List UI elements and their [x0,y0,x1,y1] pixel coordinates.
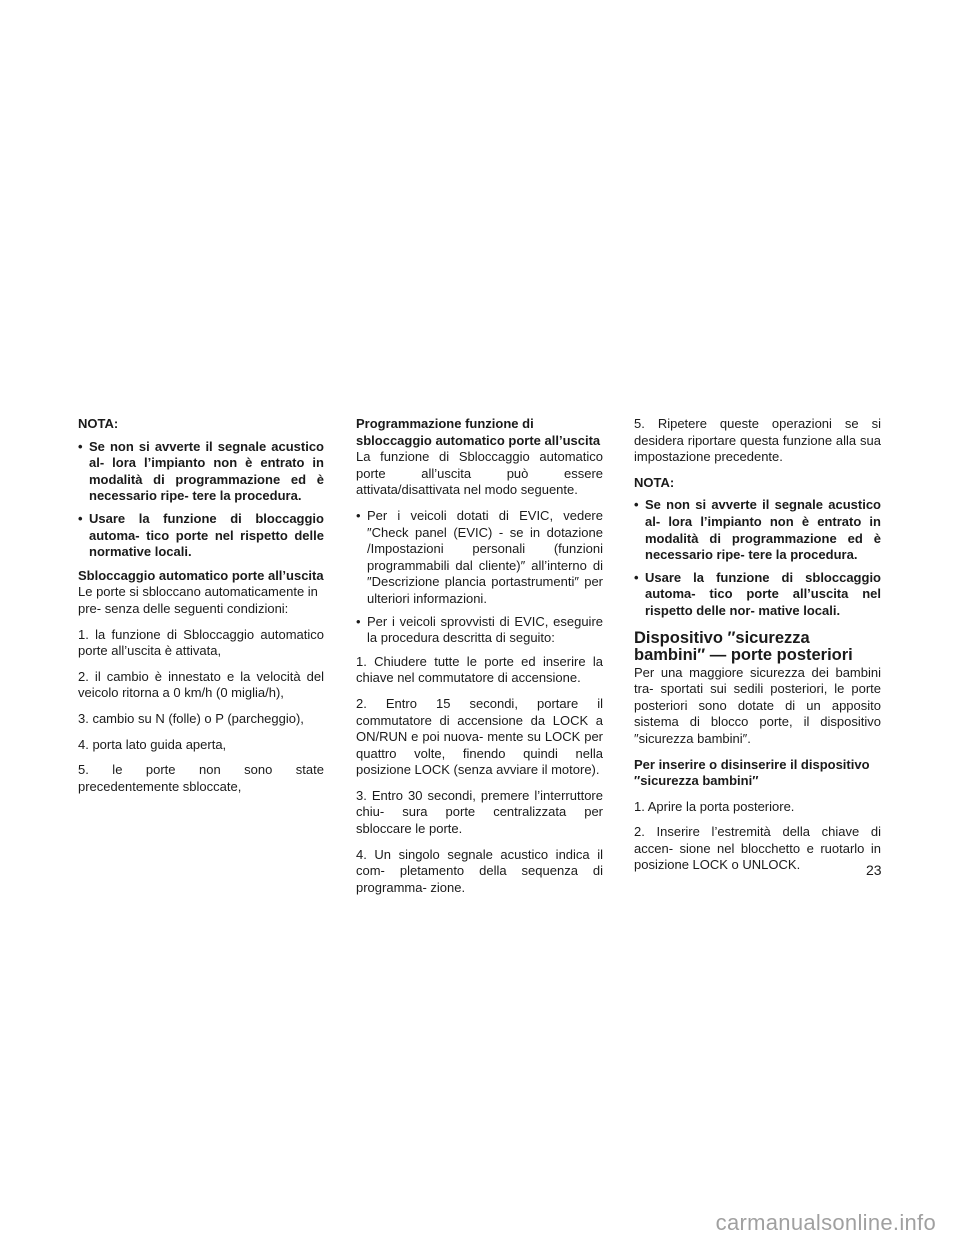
condition-item: 1. la funzione di Sbloccaggio automatico porte all’uscita è attivata, [78,626,324,659]
step-item: 2. Inserire l’estremità della chiave di accen- sione nel blocchetto e ruotarlo in posizione LOCK o UNLOCK. [634,824,881,873]
bullet-icon: • [356,507,361,523]
condition-item: 2. il cambio è innestato e la velocità del veicolo ritorna a 0 km/h (0 miglia/h), [78,668,324,701]
nota-item: • Se non si avverte il segnale acustico al- lora l’impianto non è entrato in modalità di programmazione ed è necessario ripe- tere la procedura. [634,497,881,563]
bullet-icon: • [356,613,361,629]
bullet-icon: • [634,497,639,513]
bullet-list [356,508,603,647]
sub-heading: Per inserire o disinserire il dispositivo ″sicurezza bambini″ [634,756,870,789]
nota-list [634,497,881,619]
condition-item: 4. porta lato guida aperta, [78,736,227,752]
column-right [634,416,881,883]
column-left [78,416,324,804]
nota-label: NOTA: [78,416,119,431]
bullet-icon: • [634,569,639,585]
paragraph: Le porte si sbloccano automaticamente in pre- senza delle seguenti condizioni: [78,584,318,616]
step-item: 5. Ripetere queste operazioni se si desidera riportare questa funzione alla sua impostazione precedente. [634,416,881,465]
step-item: 3. Entro 30 secondi, premere l’interruttore chiu- sura porte centralizzata per sbloccare le porte. [356,787,603,837]
bullet-item: • Per i veicoli dotati di EVIC, vedere ″Check panel (EVIC) - se in dotazione /Impostazioni personali (funzioni programmabili dal cliente)″ all’interno di ″Descrizione plancia portastrumenti″ per ulteriori informazioni. [356,507,603,606]
nota-item: • Usare la funzione di bloccaggio automa- tico porte nel rispetto delle normative locali. [78,510,324,560]
nota-item: • Usare la funzione di sbloccaggio automa- tico porte all’uscita nel rispetto delle nor- mative locali. [634,569,881,618]
paragraph: La funzione di Sbloccaggio automatico porte all’uscita può essere attivata/disattivata nel modo seguente. [356,449,603,498]
step-item: 2. Entro 15 secondi, portare il commutatore di accensione da LOCK a ON/RUN e poi nuova- mente su LOCK per quattro volte, finendo quindi nella posizione LOCK (senza avviare il motore). [356,695,603,778]
nota-item: • Se non si avverte il segnale acustico al- lora l’impianto non è entrato in modalità di programmazione ed è necessario ripe- tere la procedura. [78,438,324,504]
step-item: 4. Un singolo segnale acustico indica il com- pletamento della sequenza di programma- zione. [356,846,603,895]
bullet-icon: • [78,438,83,454]
step-item: 1. Chiudere tutte le porte ed inserire la chiave nel commutatore di accensione. [356,653,603,686]
condition-item: 5. le porte non sono state precedentemente sbloccate, [78,762,324,794]
section-heading: Programmazione funzione di sbloccaggio automatico porte all’uscita [356,416,601,448]
condition-item: 3. cambio su N (folle) o P (parcheggio), [78,710,304,726]
bullet-icon: • [78,510,83,526]
nota-label: NOTA: [634,474,675,490]
step-item: 1. Aprire la porta posteriore. [634,798,795,814]
page-number: 23 [866,862,882,878]
bullet-item: • Per i veicoli sprovvisti di EVIC, eseguire la procedura descritta di seguito: [356,613,603,646]
paragraph: Per una maggiore sicurezza dei bambini tra- sportati sui sedili posteriori, le porte posteriori sono dotate di un apposito sistema di blocco porte, il dispositivo ″sicurezza bambini″. [634,664,881,746]
watermark: carmanualsonline.info [715,1210,936,1235]
section-title: Dispositivo ″sicurezza bambini″ — porte posteriori [634,628,853,664]
nota-list [78,439,324,561]
column-middle [356,416,603,905]
section-heading: Sbloccaggio automatico porte all’uscita [78,567,324,583]
